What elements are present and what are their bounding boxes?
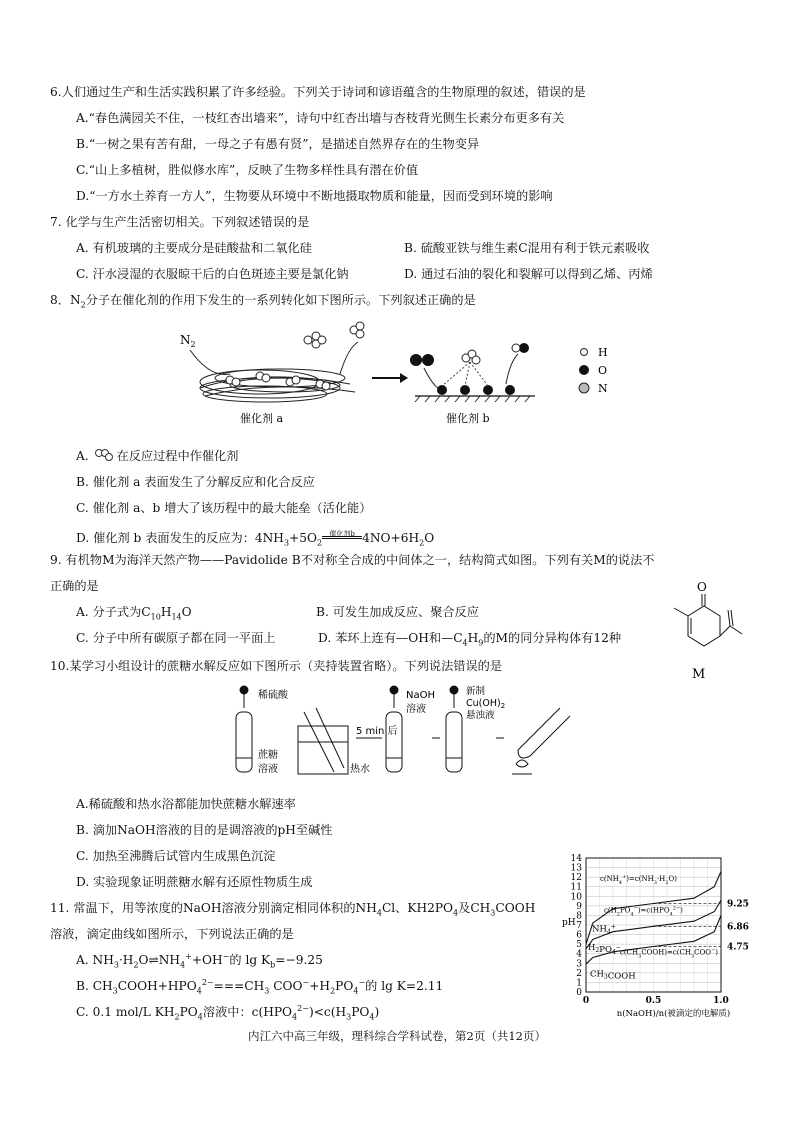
series-label-h2po4: $H_2PO_4^-$ xyxy=(588,942,621,956)
svg-text:N: N xyxy=(598,382,608,395)
series-label-ch3cooh: $CH_3COOH$ xyxy=(590,969,636,982)
y-tick-label: 0 xyxy=(576,988,582,998)
atom-legend xyxy=(579,346,608,395)
q11-option-a: A. $NH_3\cdot H_2O\rightleftharpoons NH_4^++OH^-$的 $\lg K_b=-9.25$ xyxy=(76,951,323,970)
q8-stem: 8．$N_2$分子在催化剂的作用下发生的一系列转化如下图所示。下列叙述正确的是 xyxy=(50,293,476,310)
titration-chart-svg xyxy=(556,852,776,1022)
q7-option-c: C. 汗水浸湿的衣服晾干后的白色斑迹主要是氯化钠 xyxy=(76,267,349,281)
q11-stem-line2: 溶液，滴定曲线如图所示，下列说法正确的是 xyxy=(50,927,294,941)
q8-option-d: D. 催化剂 b 表面发生的反应为：$4NH_3+5O_2$催化剂b $4NO+6H_2O$ xyxy=(76,526,434,546)
q10-option-d: D. 实验现象证明蔗糖水解有还原性物质生成 xyxy=(76,875,313,889)
bond-lines xyxy=(442,362,488,386)
svg-text:溶液: 溶液 xyxy=(406,704,426,715)
svg-text:O: O xyxy=(598,364,608,377)
q7-option-a: A. 有机玻璃的主要成分是硅酸盐和二氧化硅 xyxy=(76,241,312,255)
x-tick-label: 1.0 xyxy=(713,996,729,1006)
q9-option-a: A. 分子式为$C_{10}H_{14}O$ xyxy=(76,605,192,622)
y-tick-label: 11 xyxy=(570,882,582,893)
series-label-nh4: $NH_4^+$ xyxy=(592,923,616,936)
q9-option-b: B. 可发生加成反应、聚合反应 xyxy=(316,605,479,619)
annotation-h2po4-equivalence: $c(H_2PO_4^-)=c(HPO_4^{2-})$ xyxy=(604,905,683,918)
svg-text:M: M xyxy=(692,667,706,682)
svg-text:悬浊液: 悬浊液 xyxy=(466,710,495,721)
x-tick-label: 0 xyxy=(582,996,590,1006)
y-tick-label: 13 xyxy=(570,863,582,874)
q10-option-b: B. 滴加NaOH溶液的目的是调溶液的pH至碱性 xyxy=(76,823,333,837)
q9-stem-line1: 9. 有机物M为海洋天然产物——Pavidolide B不对称全合成的中间体之一，结构简式如图。下列有关M的说法不 xyxy=(50,553,655,567)
q9-option-c: C. 分子中所有碳原子都在同一平面上 xyxy=(76,631,276,645)
reference-label: 4.75 xyxy=(727,942,749,953)
y-tick-label: 10 xyxy=(570,892,582,903)
svg-text:NaOH: NaOH xyxy=(406,690,435,701)
annotation-ch3cooh-equivalence: $c(CH_3COOH)=c(CH_3COO^-)$ xyxy=(620,947,718,960)
annotation-nh4-equivalence: $c(NH_4^+)=c(NH_3\cdot H_2O)$ xyxy=(600,873,677,886)
q6-option-d: D.“一方水土养育一方人”，生物要从环境中不断地摄取物质和能量，因而受到环境的影响 xyxy=(76,189,553,203)
svg-text:溶液: 溶液 xyxy=(258,764,278,775)
svg-text:5 min 后: 5 min 后 xyxy=(356,726,398,737)
x-tick-label: 0.5 xyxy=(645,996,662,1006)
reference-label: 6.86 xyxy=(727,922,749,933)
q6-option-c: C.“山上多植树，胜似修水库”，反映了生物多样性具有潜在价值 xyxy=(76,163,419,177)
svg-text:新制: 新制 xyxy=(466,686,486,697)
q6-option-b: B.“一树之果有苦有甜，一母之子有愚有贤”，是描述自然界存在的生物变异 xyxy=(76,137,480,151)
n2-arrow xyxy=(190,350,230,375)
ammonia-on-b xyxy=(462,344,520,364)
y-tick-label: 6 xyxy=(576,930,582,941)
q6-option-a: A.“春色满园关不住，一枝红杏出墙来”，诗句中红杏出墙与杏枝背光侧生长素分布更多有关 xyxy=(76,111,565,125)
q9-stem-line2: 正确的是 xyxy=(50,579,99,593)
svg-text:稀硫酸: 稀硫酸 xyxy=(258,690,288,701)
catalysis-diagram xyxy=(170,318,630,430)
catalyst-b-label: 催化剂 b xyxy=(446,412,490,425)
catalyst-a-label: 催化剂 a xyxy=(240,412,284,425)
reaction-condition: 催化剂b xyxy=(322,526,362,542)
y-tick-label: 1 xyxy=(576,978,582,989)
page-footer: 内江六中高三年级，理科综合学科试卷，第2页（共12页） xyxy=(248,1029,546,1043)
y-tick-label: 9 xyxy=(576,901,582,912)
y-tick-label: 8 xyxy=(576,911,582,922)
titration-chart xyxy=(556,852,776,1022)
q7-stem: 7. 化学与生产生活密切相关。下列叙述错误的是 xyxy=(50,215,310,229)
q10-stem: 10.某学习小组设计的蔗糖水解反应如下图所示（夹持装置省略）。下列说法错误的是 xyxy=(50,659,503,673)
q8-option-b: B. 催化剂 a 表面发生了分解反应和化合反应 xyxy=(76,475,315,489)
y-tick-label: 3 xyxy=(576,959,582,970)
x-axis-label: n(NaOH)/n(被滴定的电解质) xyxy=(616,1009,731,1019)
molecule-m-structure xyxy=(664,574,754,684)
q11-option-b: B. $CH_3COOH+HPO_4^{2-}===CH_3$ $COO^-+H_2PO_4^-$的 lg K=2.11 xyxy=(76,977,444,996)
q7-option-d: D. 通过石油的裂化和裂解可以得到乙烯、丙烯 xyxy=(404,267,653,281)
q8-option-a: A. 在反应过程中作催化剂 xyxy=(76,449,239,463)
q11-option-c: C. 0.1 mol/L $KH_2PO_4$溶液中：$c(HPO_4^{2-})<c(H_3PO_4)$ xyxy=(76,1003,380,1022)
n2-molecule-icon xyxy=(93,448,117,462)
svg-text:H: H xyxy=(598,346,608,359)
y-tick-label: 14 xyxy=(570,854,582,864)
reference-label: 9.25 xyxy=(727,899,749,910)
q10-option-a: A.稀硫酸和热水浴都能加快蔗糖水解速率 xyxy=(76,797,296,811)
y-tick-label: 2 xyxy=(576,968,582,979)
y-axis-label: pH xyxy=(562,918,576,928)
surface-hatch xyxy=(415,396,530,402)
q6-stem: 6.人们通过生产和生活实践积累了许多经验。下列关于诗词和谚语蕴含的生物原理的叙述，错误的是 xyxy=(50,85,586,99)
q8-catalyst-figure xyxy=(170,318,630,430)
q9-option-d: D. 苯环上连有—OH和$—C_4H_9$的M的同分异构体有12种 xyxy=(318,631,622,648)
y-tick-label: 12 xyxy=(570,873,582,884)
q11-stem-line1: 11. 常温下，用等浓度的NaOH溶液分别滴定相同体积的$NH_4Cl$、$KH2PO_4$及$CH_3COOH$ xyxy=(50,901,536,918)
y-tick-label: 5 xyxy=(576,940,582,951)
y-tick-label: 4 xyxy=(576,949,582,960)
y-tick-label: 7 xyxy=(576,921,582,931)
svg-text:Cu(OH)2: $Cu(OH)_2$ xyxy=(466,698,506,710)
svg-text:O: O xyxy=(697,580,707,594)
q8-option-c: C. 催化剂 a、b 增大了该历程中的最大能垒（活化能） xyxy=(76,501,372,515)
svg-text:热水: 热水 xyxy=(350,764,370,775)
q7-option-b: B. 硫酸亚铁与维生素C混用有利于铁元素吸收 xyxy=(404,241,650,255)
svg-text:蔗糖: 蔗糖 xyxy=(258,750,278,761)
nh3-arrow xyxy=(340,342,358,374)
q10-option-c: C. 加热至沸腾后试管内生成黑色沉淀 xyxy=(76,849,276,863)
sucrose-hydrolysis-figure xyxy=(226,682,596,782)
n2-label: $N_2$ xyxy=(180,333,196,349)
